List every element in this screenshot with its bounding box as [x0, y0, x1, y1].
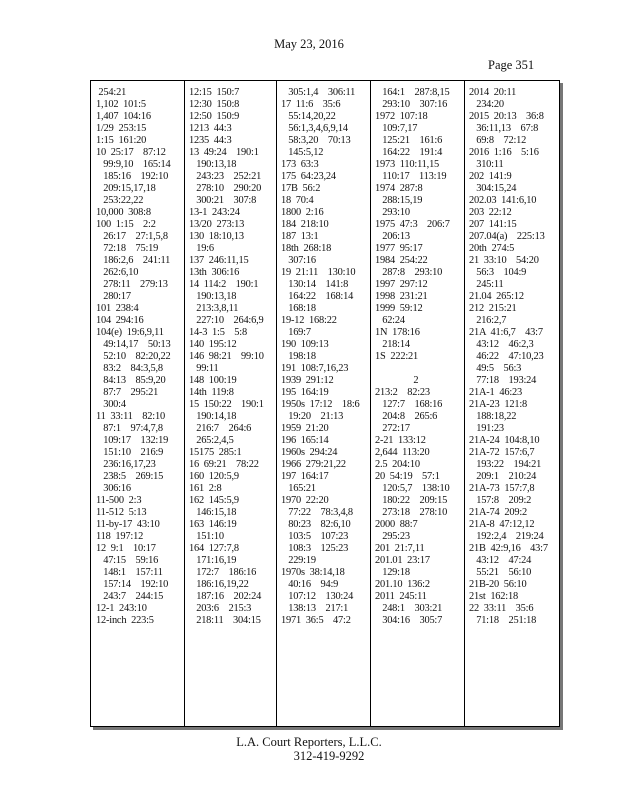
index-entry-line: 12-inch 223:5: [96, 615, 154, 626]
index-entry-line: 130 18:10,13: [189, 231, 244, 242]
index-entry-line: 287:8 293:10: [375, 267, 443, 278]
index-entry-line: 140 195:12: [189, 339, 237, 350]
index-entry-line: 15175 285:1: [189, 447, 242, 458]
index-entry-line: 11 33:11 82:10: [96, 411, 165, 422]
index-entry-line: 160 120:5,9: [189, 471, 239, 482]
index-entry-line: 201.01 23:17: [375, 555, 430, 566]
index-entry-line: 1800 2:16: [281, 207, 324, 218]
index-entry-line: 164:22 191:4: [375, 147, 443, 158]
index-entry-line: 218:14: [375, 339, 410, 350]
index-entry-line: 2: [375, 375, 419, 386]
index-entry-line: 191 108:7,16,23: [281, 363, 349, 374]
index-entry-line: 12-1 243:10: [96, 603, 147, 614]
index-entry-line: 206:13: [375, 231, 410, 242]
index-entry-line: 21 33:10 54:20: [469, 255, 539, 266]
index-entry-line: 173 63:3: [281, 159, 319, 170]
index-entry-line: 184 218:10: [281, 219, 329, 230]
index-entry-line: 1977 95:17: [375, 243, 423, 254]
index-entry-line: 169:7: [281, 327, 311, 338]
index-entry-line: 171:16,19: [189, 555, 237, 566]
index-entry-line: 188:18,22: [469, 411, 517, 422]
index-entry-line: 13th 306:16: [189, 267, 240, 278]
index-entry-line: 21.04 265:12: [469, 291, 524, 302]
index-entry-line: 18 70:4: [281, 195, 314, 206]
index-entry-line: 218:11 304:15: [189, 615, 261, 626]
index-entry-line: 1235 44:3: [189, 135, 232, 146]
index-entry-line: 202 141:9: [469, 171, 512, 182]
index-entry-line: 306:16: [96, 483, 131, 494]
index-entry-line: 238:5 269:15: [96, 471, 164, 482]
index-entry-line: 1960s 294:24: [281, 447, 338, 458]
index-entry-line: 310:11: [469, 159, 504, 170]
index-entry-line: 1973 110:11,15: [375, 159, 440, 170]
page-number: Page 351: [488, 58, 535, 72]
index-entry-line: 254:21: [96, 87, 127, 98]
index-entry-line: 190:14,18: [189, 411, 237, 422]
index-entry-line: 21A-73 157:7,8: [469, 483, 535, 494]
index-entry-line: 1970 22:20: [281, 495, 329, 506]
index-entry-line: 72:18 75:19: [96, 243, 159, 254]
index-entry-line: 186:2,6 241:11: [96, 255, 171, 266]
index-entry-line: 16 69:21 78:22: [189, 459, 259, 470]
word-index-table: [90, 80, 560, 727]
index-column-5: [469, 87, 548, 717]
index-entry-line: 213:2 82:23: [375, 387, 430, 398]
index-entry-line: 1213 44:3: [189, 123, 232, 134]
index-entry-line: 157:8 209:2: [469, 495, 532, 506]
index-entry-line: 125:21 161:6: [375, 135, 443, 146]
index-entry-line: 175 64:23,24: [281, 171, 336, 182]
index-entry-line: 58:3,20 70:13: [281, 135, 351, 146]
index-entry-line: 100 1:15 2:2: [96, 219, 156, 230]
index-entry-line: 120:5,7 138:10: [375, 483, 450, 494]
index-entry-line: 216:2,7: [469, 315, 507, 326]
index-entry-line: 47:15 59:16: [96, 555, 159, 566]
index-entry-line: 40:16 94:9: [281, 579, 339, 590]
index-entry-line: 1974 287:8: [375, 183, 423, 194]
index-entry-line: 1N 178:16: [375, 327, 420, 338]
index-entry-line: 130:14 141:8: [281, 279, 349, 290]
index-entry-line: 1,102 101:5: [96, 99, 146, 110]
index-entry-line: 304:15,24: [469, 183, 517, 194]
index-column-4: [375, 87, 450, 717]
index-entry-line: 83:2 84:3,5,8: [96, 363, 163, 374]
index-entry-line: 1:15 161:20: [96, 135, 147, 146]
index-entry-line: 80:23 82:6,10: [281, 519, 351, 530]
index-entry-line: 20 54:19 57:1: [375, 471, 440, 482]
index-column-2: [189, 87, 264, 717]
index-entry-line: 2.5 204:10: [375, 459, 420, 470]
index-entry-line: 161 2:8: [189, 483, 222, 494]
index-entry-line: 87:7 295:21: [96, 387, 159, 398]
index-entry-line: 207 141:15: [469, 219, 517, 230]
index-entry-line: 12:30 150:8: [189, 99, 240, 110]
index-entry-line: 2,644 113:20: [375, 447, 430, 458]
footer: [0, 735, 618, 763]
index-entry-line: 213:3,8,11: [189, 303, 239, 314]
index-entry-line: 305:1,4 306:11: [281, 87, 356, 98]
index-entry-line: 198:18: [281, 351, 316, 362]
index-entry-line: 187:16 202:24: [189, 591, 262, 602]
index-entry-line: 11-512 5:13: [96, 507, 147, 518]
index-entry-line: 87:1 97:4,7,8: [96, 423, 163, 434]
index-entry-line: 195 164:19: [281, 387, 329, 398]
index-entry-line: 55:14,20,22: [281, 111, 336, 122]
index-entry-line: 201.10 136:2: [375, 579, 430, 590]
index-entry-line: 20th 274:5: [469, 243, 515, 254]
index-entry-line: 62:24: [375, 315, 405, 326]
index-entry-line: 1950s 17:12 18:6: [281, 399, 360, 410]
index-entry-line: 236:16,17,23: [96, 459, 156, 470]
index-entry-line: 190 109:13: [281, 339, 329, 350]
index-entry-line: 163 146:19: [189, 519, 237, 530]
index-entry-line: 262:6,10: [96, 267, 139, 278]
index-entry-line: 21B-20 56:10: [469, 579, 527, 590]
index-entry-line: 1999 59:12: [375, 303, 423, 314]
index-entry-line: 2015 20:13 36:8: [469, 111, 544, 122]
index-entry-line: 164:1 287:8,15: [375, 87, 450, 98]
index-entry-line: 146:15,18: [189, 507, 237, 518]
index-entry-line: 77:22 78:3,4,8: [281, 507, 353, 518]
index-entry-line: 148:1 157:11: [96, 567, 163, 578]
index-entry-line: 21A-72 157:6,7: [469, 447, 535, 458]
index-entry-line: 190:13,18: [189, 159, 237, 170]
index-entry-line: 77:18 193:24: [469, 375, 537, 386]
reporter-phone: 312-419-9292: [293, 749, 365, 763]
index-entry-line: 209:15,17,18: [96, 183, 156, 194]
index-entry-line: 49:14,17 50:13: [96, 339, 171, 350]
index-entry-line: 295:23: [375, 531, 410, 542]
index-entry-line: 202.03 141:6,10: [469, 195, 537, 206]
index-entry-line: 17 11:6 35:6: [281, 99, 341, 110]
index-entry-line: 186:16,19,22: [189, 579, 249, 590]
index-entry-line: 185:16 192:10: [96, 171, 169, 182]
index-entry-line: 103:5 107:23: [281, 531, 349, 542]
deposition-date: May 23, 2016: [274, 37, 344, 51]
index-entry-line: 248:1 303:21: [375, 603, 443, 614]
index-entry-line: 110:17 113:19: [375, 171, 447, 182]
index-entry-line: 196 165:14: [281, 435, 329, 446]
index-entry-line: 2014 20:11: [469, 87, 517, 98]
index-entry-line: 193:22 194:21: [469, 459, 542, 470]
index-entry-line: 107:12 130:24: [281, 591, 354, 602]
index-entry-line: 162 145:5,9: [189, 495, 239, 506]
index-entry-line: 212 215:21: [469, 303, 517, 314]
index-entry-line: 204:8 265:6: [375, 411, 438, 422]
index-entry-line: 19-12 168:22: [281, 315, 337, 326]
index-entry-line: 11-by-17 43:10: [96, 519, 160, 530]
index-entry-line: 12 9:1 10:17: [96, 543, 156, 554]
index-entry-line: 129:18: [375, 567, 410, 578]
index-entry-line: 278:10 290:20: [189, 183, 262, 194]
index-entry-line: 1971 36:5 47:2: [281, 615, 351, 626]
index-entry-line: 13-1 243:24: [189, 207, 240, 218]
index-entry-line: 101 238:4: [96, 303, 139, 314]
index-entry-line: 138:13 217:1: [281, 603, 349, 614]
index-entry-line: 118 197:12: [96, 531, 144, 542]
index-entry-line: 245:11: [469, 279, 504, 290]
index-entry-line: 1970s 38:14,18: [281, 567, 345, 578]
index-entry-line: 164 127:7,8: [189, 543, 239, 554]
index-entry-line: 14 114:2 190:1: [189, 279, 259, 290]
index-entry-line: 151:10: [189, 531, 224, 542]
index-entry-line: 13/20 273:13: [189, 219, 245, 230]
index-entry-line: 180:22 209:15: [375, 495, 448, 506]
index-entry-line: 2-21 133:12: [375, 435, 426, 446]
index-entry-line: 14th 119:8: [189, 387, 234, 398]
index-entry-line: 1S 222:21: [375, 351, 419, 362]
index-entry-line: 187 13:1: [281, 231, 319, 242]
index-entry-line: 56:3 104:9: [469, 267, 527, 278]
index-entry-line: 203 22:12: [469, 207, 512, 218]
index-entry-line: 1998 231:21: [375, 291, 428, 302]
index-entry-line: 216:7 264:6: [189, 423, 252, 434]
index-entry-line: 137 246:11,15: [189, 255, 249, 266]
index-column-1: [96, 87, 171, 717]
index-entry-line: 21B 42:9,16 43:7: [469, 543, 548, 554]
index-entry-line: 172:7 186:16: [189, 567, 257, 578]
index-entry-line: 164:22 168:14: [281, 291, 354, 302]
index-entry-line: [375, 363, 450, 375]
index-entry-line: 278:11 279:13: [96, 279, 168, 290]
index-entry-line: 127:7 168:16: [375, 399, 443, 410]
index-entry-line: 273:18 278:10: [375, 507, 448, 518]
index-entry-line: 21A-1 46:23: [469, 387, 523, 398]
index-entry-line: 21A-8 47:12,12: [469, 519, 535, 530]
index-entry-line: 1972 107:18: [375, 111, 428, 122]
index-entry-line: 209:1 210:24: [469, 471, 537, 482]
index-entry-line: 307:16: [281, 255, 316, 266]
index-entry-line: 21A-74 209:2: [469, 507, 528, 518]
index-entry-line: 46:22 47:10,23: [469, 351, 544, 362]
index-entry-line: 1,407 104:16: [96, 111, 151, 122]
index-entry-line: 21A 41:6,7 43:7: [469, 327, 543, 338]
index-entry-line: 14-3 1:5 5:8: [189, 327, 247, 338]
index-entry-line: 168:18: [281, 303, 316, 314]
index-entry-line: 2016 1:16 5:16: [469, 147, 539, 158]
index-entry-line: 19 21:11 130:10: [281, 267, 356, 278]
index-entry-line: 21st 162:18: [469, 591, 518, 602]
index-entry-line: 304:16 305:7: [375, 615, 443, 626]
index-entry-line: 43:12 46:2,3: [469, 339, 534, 350]
index-entry-line: 11-500 2:3: [96, 495, 142, 506]
index-entry-line: 1966 279:21,22: [281, 459, 346, 470]
index-entry-line: 55:21 56:10: [469, 567, 532, 578]
index-entry-line: 17B 56:2: [281, 183, 321, 194]
reporter-company: L.A. Court Reporters, L.L.C.: [236, 735, 382, 749]
index-entry-line: 293:10: [375, 207, 410, 218]
index-entry-line: 145:5,12: [281, 147, 324, 158]
index-entry-line: 21A-23 121:8: [469, 399, 528, 410]
index-entry-line: 148 100:19: [189, 375, 237, 386]
index-entry-line: 109:17 132:19: [96, 435, 169, 446]
index-entry-line: 56:1,3,4,6,9,14: [281, 123, 348, 134]
index-entry-line: 99:9,10 165:14: [96, 159, 171, 170]
index-entry-line: 49:5 56:3: [469, 363, 522, 374]
index-entry-line: 52:10 82:20,22: [96, 351, 171, 362]
index-entry-line: 21A-24 104:8,10: [469, 435, 540, 446]
index-entry-line: 293:10 307:16: [375, 99, 448, 110]
index-entry-line: 1975 47:3 206:7: [375, 219, 450, 230]
index-entry-line: 300:4: [96, 399, 126, 410]
index-entry-line: 253:22,22: [96, 195, 144, 206]
index-entry-line: 15 150:22 190:1: [189, 399, 264, 410]
index-entry-line: 265:2,4,5: [189, 435, 234, 446]
index-entry-line: 151:10 216:9: [96, 447, 164, 458]
index-entry-line: 2000 88:7: [375, 519, 418, 530]
index-entry-line: 19:20 21:13: [281, 411, 344, 422]
index-entry-line: 71:18 251:18: [469, 615, 537, 626]
index-entry-line: 288:15,19: [375, 195, 423, 206]
index-entry-line: 146 98:21 99:10: [189, 351, 264, 362]
index-entry-line: 10,000 308:8: [96, 207, 151, 218]
index-entry-line: 22 33:11 35:6: [469, 603, 534, 614]
index-entry-line: 165:21: [281, 483, 316, 494]
index-entry-line: 157:14 192:10: [96, 579, 169, 590]
index-entry-line: 243:23 252:21: [189, 171, 262, 182]
index-entry-line: 13 49:24 190:1: [189, 147, 259, 158]
index-entry-line: 201 21:7,11: [375, 543, 425, 554]
index-entry-line: 280:17: [96, 291, 131, 302]
index-entry-line: 203:6 215:3: [189, 603, 252, 614]
index-entry-line: 18th 268:18: [281, 243, 332, 254]
index-entry-line: 104 294:16: [96, 315, 144, 326]
index-entry-line: 191:23: [469, 423, 504, 434]
index-entry-line: 1984 254:22: [375, 255, 428, 266]
index-entry-line: 229:19: [281, 555, 316, 566]
index-entry-line: 190:13,18: [189, 291, 237, 302]
index-entry-line: 2011 245:11: [375, 591, 427, 602]
index-entry-line: 1997 297:12: [375, 279, 428, 290]
index-entry-line: 1/29 253:15: [96, 123, 147, 134]
index-entry-line: 1959 21:20: [281, 423, 329, 434]
index-entry-line: 104(e) 19:6,9,11: [96, 327, 164, 338]
index-entry-line: 192:2,4 219:24: [469, 531, 544, 542]
index-entry-line: 1939 291:12: [281, 375, 334, 386]
index-entry-line: 227:10 264:6,9: [189, 315, 264, 326]
index-entry-line: 207.04(a) 225:13: [469, 231, 545, 242]
index-entry-line: 12:50 150:9: [189, 111, 240, 122]
index-entry-line: 12:15 150:7: [189, 87, 240, 98]
index-entry-line: 84:13 85:9,20: [96, 375, 166, 386]
index-entry-line: 26:17 27:1,5,8: [96, 231, 168, 242]
index-column-3: [281, 87, 360, 717]
index-entry-line: 272:17: [375, 423, 410, 434]
index-entry-line: 197 164:17: [281, 471, 329, 482]
index-entry-line: 243:7 244:15: [96, 591, 164, 602]
index-entry-line: 10 25:17 87:12: [96, 147, 166, 158]
index-entry-line: 99:11: [189, 363, 219, 374]
index-entry-line: 36:11,13 67:8: [469, 123, 539, 134]
index-entry-line: 43:12 47:24: [469, 555, 532, 566]
index-entry-line: 234:20: [469, 99, 504, 110]
index-entry-line: 69:8 72:12: [469, 135, 527, 146]
index-entry-line: 109:7,17: [375, 123, 418, 134]
index-entry-line: 19:6: [189, 243, 214, 254]
index-entry-line: 108:3 125:23: [281, 543, 349, 554]
index-entry-line: 300:21 307:8: [189, 195, 257, 206]
